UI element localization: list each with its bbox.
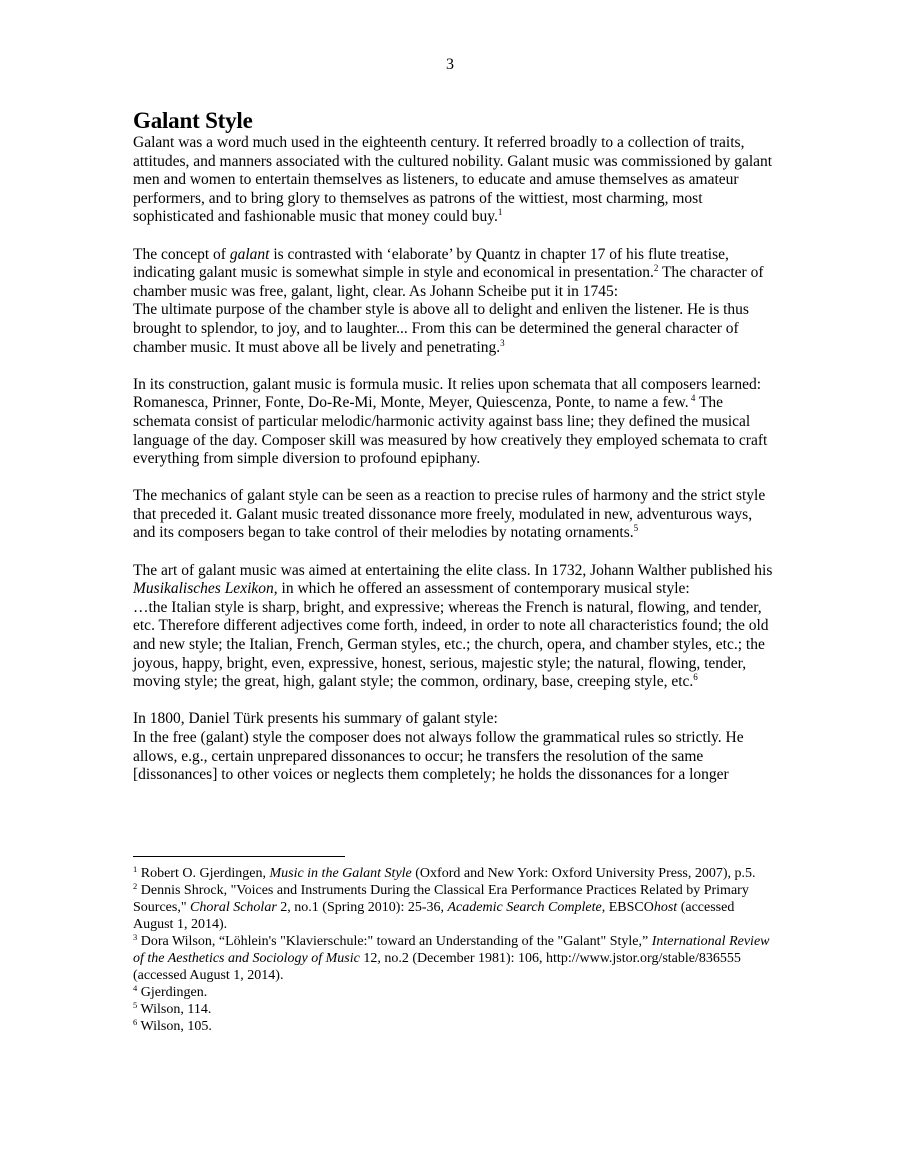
footnote-ref-5[interactable]: 5 (633, 523, 639, 534)
turk-quote: In the free (galant) style the composer does not always follow the grammatical rules so strictly. He allows, e.g., certain unprepared dissonances to occur; he transfers the resolution of the same [dissonances] to other voices or neglects them completely; he holds the dissonances for a longer (133, 729, 744, 784)
walther-quote: …the Italian style is sharp, bright, and expressive; whereas the French is natural, flowing, and tender, etc. Therefore different adjectives come forth, indeed, in order to note all characteristics found; the old and new style; the Italian, French, German styles, etc.; the church, opera, and chamber styles, etc.; the joyous, happy, bright, even, expressive, honest, serious, majestic style; the natural, flowing, tender, moving style; the great, high, galant style; the common, ordinary, base, creeping style, etc.$^6$ (133, 598, 769, 691)
page-number: 3 (446, 56, 454, 73)
footnote-ref-1[interactable]: 1 (497, 207, 503, 218)
scheibe-quote: The ultimate purpose of the chamber style is above all to delight and enliven the listener. He is thus brought to splendor, to joy, and to laughter... From this can be determined the general character of chamber music. It must above all be lively and penetrating.$^3$ (133, 301, 749, 356)
paragraph-galant-definition: Galant was a word much used in the eighteenth century. It referred broadly to a collection of traits, attitudes, and manners associated with the cultured nobility. Galant music was commissioned by galant men and women to entertain themselves as listeners, to educate and amuse themselves as amateur performers, and to bring glory to themselves as patrons of the wittiest, most charming, most sophisticated and fashionable music that money could buy.$^1$ (133, 134, 773, 226)
footnote-1: $^1$ Robert O. Gjerdingen, Music in the Galant Style (Oxford and New York: Oxford University Press, 2007), p.5. (133, 864, 756, 881)
footnote-3: $^3$ Dora Wilson, “Löhlein's "Klavierschule:" toward an Understanding of the "Galant" Style,” International Review of the Aesthetics and Sociology of Music 12, no.2 (December 1981): 106, http://www.jstor.org/stable/836555 (accessed August 1, 2014). (133, 932, 770, 983)
section-heading: Galant Style (133, 108, 253, 133)
paragraph-quantz: The concept of galant is contrasted with ‘elaborate’ by Quantz in chapter 17 of his flute treatise, indicating galant music is somewhat simple in style and economical in presentation.$^2$ The character of chamber music was free, galant, light, clear. As Johann Scheibe put it in 1745: The ultimate purpose of the chamber style is above all to delight and enliven the listener. He is thus brought to splendor, to joy, and to laughter... From this can be determined the general character of chamber music. It must above all be lively and penetrating.$^3$ (133, 246, 773, 358)
footnote-ref-3[interactable]: 3 (500, 337, 505, 348)
footnote-5: $^5$ Wilson, 114. (133, 1000, 212, 1017)
footnotes (133, 856, 773, 1035)
paragraph-mechanics: The mechanics of galant style can be seen as a reaction to precise rules of harmony and the strict style that preceded it. Galant music treated dissonance more freely, modulated in new, adventurous ways, and its composers began to take control of their melodies by notating ornaments.$^5$ (133, 487, 766, 542)
footnote-2: $^2$ Dennis Shrock, "Voices and Instruments During the Classical Era Performance Practices Related by Primary Sources," Choral Scholar 2, no.1 (Spring 2010): 25-36, Academic Search Complete, EBSCOhost (accessed August 1, 2014). (133, 881, 749, 932)
footnote-ref-4[interactable]: 4 (688, 393, 696, 404)
paragraph-turk: In 1800, Daniel Türk presents his summary of galant style: In the free (galant) style the composer does not always follow the grammatical rules so strictly. He allows, e.g., certain unprepared dissonances to occur; he transfers the resolution of the same [dissonances] to other voices or neglects them completely; he holds the dissonances for a longer (133, 710, 773, 784)
footnote-ref-6[interactable]: 6 (693, 672, 698, 683)
footnote-4: $^4$ Gjerdingen. (133, 983, 208, 1000)
footnote-6: $^6$ Wilson, 105. (133, 1017, 212, 1034)
footnote-ref-2[interactable]: 2 (653, 263, 659, 274)
body-text (133, 108, 773, 785)
paragraph-walther: The art of galant music was aimed at entertaining the elite class. In 1732, Johann Walther published his Musikalisches Lexikon, in which he offered an assessment of contemporary musical style: …the Italian style is sharp, bright, and expressive; whereas the French is natural, flowing, and tender, etc. Therefore different adjectives come forth, indeed, in order to note all characteristics found; the old and new style; the Italian, French, German styles, etc.; the church, opera, and chamber styles, etc.; the joyous, happy, bright, even, expressive, honest, serious, majestic style; the natural, flowing, tender, moving style; the great, high, galant style; the common, ordinary, base, creeping style, etc.$^6$ (133, 561, 773, 691)
paragraph-schemata: In its construction, galant music is formula music. It relies upon schemata that all composers learned: Romanesca, Prinner, Fonte, Do-Re-Mi, Monte, Meyer, Quiescenza, Ponte, to name a few. $^4$ The schemata consist of particular melodic/harmonic activity against bass line; they defined the musical language of the day. Composer skill was measured by how creatively they employed schemata to craft everything from simple diversion to profound epiphany. (133, 375, 768, 468)
footnote-divider (133, 856, 345, 857)
